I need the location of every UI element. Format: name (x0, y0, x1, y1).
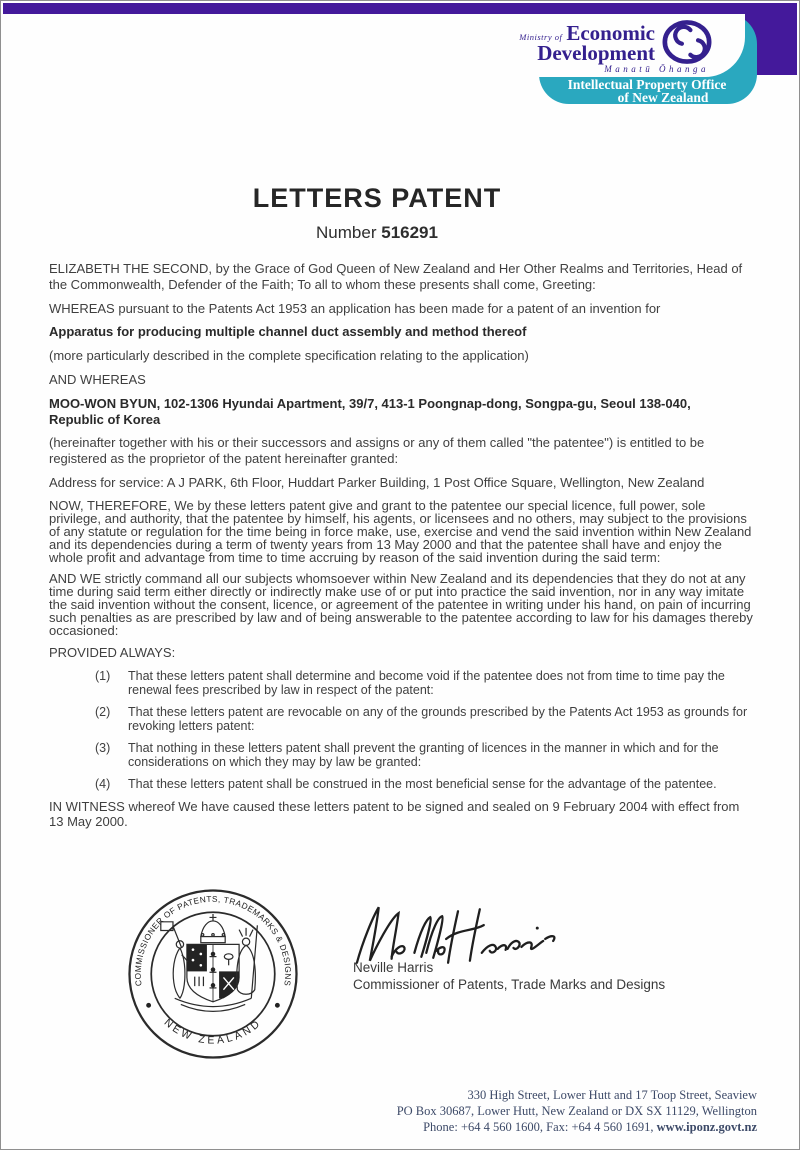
footer-website: www.iponz.govt.nz (656, 1120, 757, 1134)
provision-item (95, 669, 757, 697)
provided-always-label: PROVIDED ALWAYS: (49, 644, 176, 660)
commissioner-seal (115, 887, 311, 1061)
provision-text: That these letters patent shall determine and become void if the patentee does not from time to time pay the renewal fees prescribed by law in respect of the patent: (128, 668, 725, 697)
invention-title: Apparatus for producing multiple channel duct assembly and method thereof (49, 324, 527, 340)
svg-text:NEW ZEALAND (162, 1017, 265, 1046)
ministry-economic-label: Economic (566, 21, 655, 45)
provision-number: (3) (95, 740, 111, 755)
provision-text: That these letters patent shall be construed in the most beneficial sense for the advantage of the patentee. (128, 776, 717, 791)
iponz-banner-line1: Intellectual Property Office (567, 77, 727, 92)
ministry-logo-box (493, 14, 745, 77)
and-we-paragraph: AND WE strictly command all our subjects whomsoever within New Zealand and its dependencies that they do not at any time during said term either directly or indirectly make use of or put into practice the said invention, nor in any way imitate the said invention without the consent, licence, or agreement of the patentee in writing under his hand, on pain of incurring such penalties as are prescribed by law and of being answerable to the patentee according to law for his damages thereby occasioned: (49, 570, 753, 638)
now-therefore-paragraph: NOW, THEREFORE, We by these letters patent give and grant to the patentee our special licence, full power, sole privilege, and authority, that the patentee by himself, his agents, or licensees and no others, may subject to the provisions of any statute or regulation for the time being in force make, use, exercise and vend the said invention within New Zealand and its dependencies during a term of twenty years from 13 May 2000 and that the patentee shall have and enjoy the whole profit and advantage from time to time accruing by reason of the said invention during the said term: (49, 497, 752, 565)
and-whereas-label: AND WHEREAS (49, 371, 146, 387)
provision-text: That these letters patent are revocable on any of the grounds prescribed by the Patents Act 1953 as grounds for revoking letters patent: (128, 704, 748, 733)
patent-number-line (49, 223, 705, 243)
footer-street-line: 330 High Street, Lower Hutt and 17 Toop Street, Seaview (467, 1088, 757, 1102)
iponz-banner (546, 78, 748, 104)
provision-item (95, 705, 757, 733)
footer-contact-line (397, 1119, 757, 1135)
seal-arc-bottom-text: NEW ZEALAND (161, 1017, 265, 1047)
provision-item (95, 741, 757, 769)
provision-text: That nothing in these letters patent shall prevent the granting of licences in the manner in which and for the considerations on which they may by law be granted: (128, 740, 719, 769)
patent-number-value: 516291 (381, 223, 438, 242)
seal-arc-top-text: COMMISSIONER OF PATENTS, TRADEMARKS & DESIGNS (132, 893, 294, 987)
patentee-line2: Republic of Korea (49, 411, 161, 427)
hereinafter-paragraph: (hereinafter together with his or their successors and assigns or any of them called "the patentee") is entitled to be registered as the proprietor of the patent hereinafter granted: (49, 435, 705, 467)
provisions-list (95, 669, 757, 791)
coat-of-arms (161, 914, 258, 1011)
seal-left-dot (146, 1003, 151, 1008)
document-body (49, 183, 757, 838)
iponz-banner-line2: of New Zealand (617, 90, 709, 105)
page-title: LETTERS PATENT (252, 183, 502, 213)
ministry-of-label: Ministry of (519, 32, 563, 42)
signatory-name: Neville Harris (353, 960, 434, 975)
footer-phone-fax: Phone: +64 4 560 1600, Fax: +64 4 560 1691, (423, 1120, 657, 1134)
provision-item (95, 777, 757, 791)
patentee-name-address (49, 396, 757, 428)
provision-number: (4) (95, 776, 111, 791)
address-for-service: Address for service: A J PARK, 6th Floor, Huddart Parker Building, 1 Post Office Square, Wellington, New Zealand (49, 474, 705, 490)
koru-spiral-icon (661, 19, 713, 65)
patentee-line1: MOO-WON BYUN, 102-1306 Hyundai Apartment, 39/7, 413-1 Poongnap-dong, Songpa-gu, Seoul 138-040, (49, 395, 691, 411)
provision-number: (1) (95, 668, 111, 683)
maori-name-label: Manatū Ōhanga (604, 64, 709, 74)
patent-number-label: Number (316, 223, 377, 242)
provision-number: (2) (95, 704, 111, 719)
ministry-development-label: Development (537, 41, 655, 65)
in-witness-paragraph: IN WITNESS whereof We have caused these letters patent to be signed and sealed on 9 February 2004 with effect from 13 May 2000. (49, 798, 740, 830)
whereas-paragraph: WHEREAS pursuant to the Patents Act 1953 an application has been made for a patent of an invention for (49, 300, 661, 316)
preamble-paragraph: ELIZABETH THE SECOND, by the Grace of God Queen of New Zealand and Her Other Realms and Territories, Head of the Commonwealth, Defender of the Faith; To all to whom these presents shall come, Greeting: (49, 261, 743, 292)
seal-right-dot (275, 1003, 280, 1008)
more-particularly-paragraph: (more particularly described in the complete specification relating to the application) (49, 348, 529, 364)
footer-postal-line: PO Box 30687, Lower Hutt, New Zealand or DX SX 11129, Wellington (396, 1104, 757, 1118)
signatory-role: Commissioner of Patents, Trade Marks and Designs (353, 977, 666, 992)
office-address-footer (397, 1087, 757, 1135)
signature-block (353, 959, 665, 993)
